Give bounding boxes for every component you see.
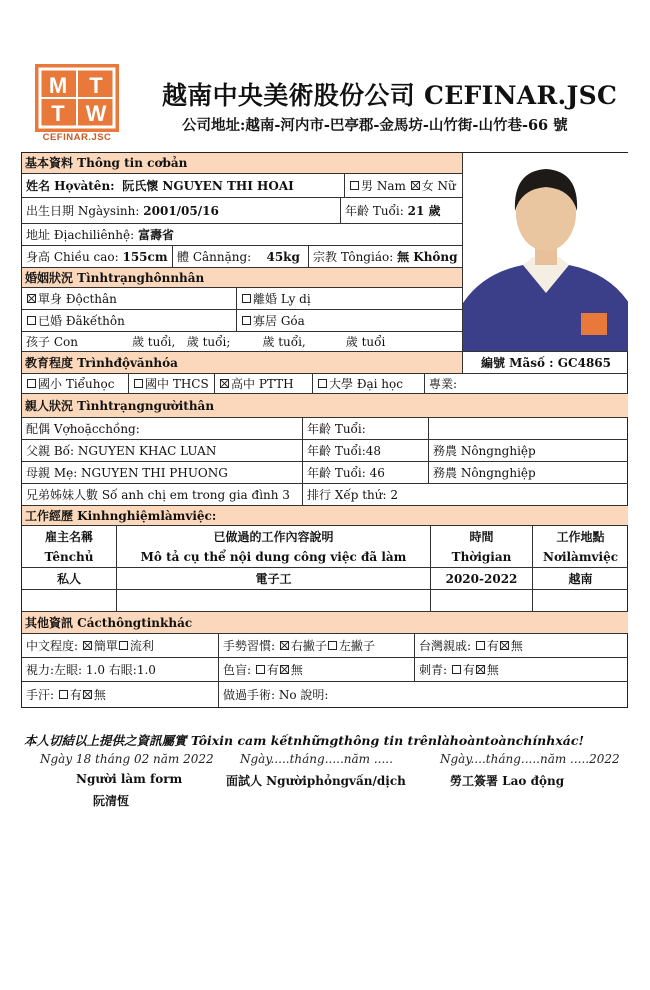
date-interviewer: Ngày.....tháng.....năm ..... [240, 752, 393, 766]
surgery-cell: 做過手術: No 說明: [218, 682, 628, 707]
col-desc-vi: Mô tả cụ thể nội dung công việc đã làm [140, 549, 407, 564]
colorblind-cell [218, 658, 414, 681]
work-empty-employer [22, 590, 116, 611]
major-cell [424, 374, 628, 393]
university-cell [312, 374, 424, 393]
tattoo-label: 刺青: [419, 663, 448, 677]
code-cell [462, 351, 628, 373]
birth-row [22, 197, 462, 223]
father-name: 父親 Bố: NGUYEN KHAC LUAN [26, 444, 217, 458]
checkbox-sweat-yes[interactable] [59, 690, 68, 699]
hand-label: 手勢習慣: [223, 639, 276, 653]
sweat-cell [22, 682, 218, 707]
name-value: 阮氏懷 NGUYEN THI HOAI [122, 179, 294, 193]
major-label: 專業: [429, 377, 458, 391]
checkbox-colorblind-yes[interactable] [256, 665, 265, 674]
checkbox-middle[interactable] [134, 379, 143, 388]
work-empty-time [430, 590, 532, 611]
date-worker: Ngày....tháng.....năm .....2022 [440, 752, 620, 766]
single-label: 單身 Độcthân [38, 292, 117, 306]
height-label: 身高 Chiều cao: [26, 250, 119, 264]
checkbox-colorblind-no[interactable] [280, 665, 289, 674]
work-row-1 [22, 567, 628, 589]
checkbox-left-hand[interactable] [328, 641, 337, 650]
checkbox-male[interactable] [350, 181, 359, 190]
gender-female-label: 女 Nữ [421, 179, 456, 193]
children-row [22, 331, 462, 351]
chinese-label: 中文程度: [26, 639, 79, 653]
work-empty-place [532, 590, 628, 611]
taiwan-cell [414, 634, 628, 657]
spouse-age: 年齡 Tuổi: [302, 418, 428, 439]
sibling-rank: 排行 Xếp thứ: 2 [302, 484, 628, 505]
checkbox-taiwan-yes[interactable] [476, 641, 485, 650]
education-row [22, 373, 628, 393]
checkbox-widowed[interactable] [242, 316, 251, 325]
logo-caption: CEFINAR.JSC [42, 132, 112, 143]
name-label: 姓名 Họvàtên: [26, 179, 115, 193]
gender-male-label: 男 Nam [361, 179, 406, 193]
religion-value: 無 Không [397, 250, 458, 264]
work-row-empty [22, 589, 628, 611]
checkbox-tattoo-yes[interactable] [452, 665, 461, 674]
chinese-cell [22, 634, 218, 657]
marital-row-1 [22, 287, 462, 309]
married-cell [22, 310, 236, 331]
col-place-zh: 工作地點 [556, 529, 605, 544]
spouse-row [22, 417, 628, 439]
birth-label: 出生日期 Ngàysinh: [26, 204, 140, 218]
other-row-2 [22, 657, 628, 681]
checkbox-sweat-no[interactable] [83, 690, 92, 699]
checkbox-high[interactable] [220, 379, 229, 388]
weight-label: 體 Cânnặng: [177, 250, 252, 264]
checkbox-right-hand[interactable] [280, 641, 289, 650]
logo-letter-4: W [85, 101, 107, 126]
hand-right-label: 右撇子 [290, 639, 327, 653]
work-time: 2020-2022 [430, 568, 532, 589]
sweat-yes-label: 有 [69, 688, 82, 702]
name-cell [22, 174, 344, 197]
logo-letter-2: T [89, 73, 103, 98]
section-family: 親人狀況 Tìnhtrạngngườithân [22, 393, 628, 417]
address-row [22, 223, 462, 245]
age-cell [340, 198, 462, 223]
section-marital: 婚姻狀況 Tìnhtrạnghônnhân [22, 267, 462, 287]
checkbox-chinese-simple[interactable] [83, 641, 92, 650]
name-row [22, 173, 462, 197]
vision-cell: 視力:左眼: 1.0 右眼:1.0 [26, 663, 156, 677]
middle-label: 國中 THCS [145, 377, 209, 391]
university-label: 大學 Đại học [329, 377, 403, 391]
children-cell [22, 332, 462, 351]
mother-row [22, 461, 628, 483]
col-place-vi: Nơilàmviệc [542, 549, 619, 564]
primary-cell [22, 374, 128, 393]
checkbox-female[interactable] [411, 181, 420, 190]
weight-cell [172, 246, 308, 267]
father-row [22, 439, 628, 461]
religion-label: 宗教 Tôngiáo: [313, 250, 394, 264]
chinese-simple-label: 簡單 [93, 639, 118, 653]
spouse-label: 配偶 Vợhoặcchồng: [26, 422, 140, 436]
col-employer-zh: 雇主名稱 [44, 529, 93, 544]
company-logo [35, 64, 119, 132]
other-row-1 [22, 633, 628, 657]
section-education: 教育程度 Trìnhđộvănhóa [22, 351, 462, 373]
tattoo-no-label: 無 [486, 663, 499, 677]
father-job: 務農 Nôngnghiệp [428, 440, 628, 461]
addr-label: 地址 Địachiliênhệ: [26, 228, 135, 242]
child-age-unit-1: 歲 tuổi, [131, 335, 176, 349]
section-basic: 基本資料 Thông tin cơbản [22, 153, 462, 173]
sweat-label: 手汗: [26, 688, 55, 702]
high-cell [214, 374, 312, 393]
col-desc [116, 526, 430, 567]
chinese-fluent-label: 流利 [129, 639, 154, 653]
middle-cell [128, 374, 214, 393]
father-age: 年齡 Tuổi:48 [302, 440, 428, 461]
height-value: 155cm [122, 249, 168, 264]
company-name: 越南中央美術股份公司 CEFINAR.JSC [162, 81, 618, 110]
colorblind-yes-label: 有 [266, 663, 279, 677]
siblings-row [22, 483, 628, 505]
checkbox-single[interactable] [27, 294, 36, 303]
married-label: 已婚 Đãkếthôn [38, 314, 125, 328]
birth-value: 2001/05/16 [143, 203, 219, 218]
spouse-job [428, 418, 628, 439]
divorced-cell [236, 288, 462, 309]
divorced-label: 離婚 Ly dị [253, 292, 311, 306]
col-employer-vi: Tênchủ [44, 549, 94, 564]
body-row [22, 245, 462, 267]
child-age-unit-3: 歲 tuổi, [262, 335, 306, 349]
work-employer: 私人 [56, 572, 81, 586]
colorblind-no-label: 無 [290, 663, 303, 677]
mother-age: 年齡 Tuổi: 46 [302, 462, 428, 483]
checkbox-tattoo-no[interactable] [476, 665, 485, 674]
logo-letter-3: T [51, 101, 65, 126]
logo-letter-1: M [48, 73, 68, 98]
age-label: 年齡 Tuổi: [345, 204, 404, 218]
work-place: 越南 [532, 568, 628, 589]
applicant-photo [462, 153, 628, 351]
signature-interviewer: 面試人 Ngườiphỏngvấn/dịch [226, 774, 406, 788]
checkbox-married[interactable] [27, 316, 36, 325]
code-inner [463, 352, 629, 373]
form-maker-name: 阮清恆 [93, 794, 130, 808]
weight-value: 45kg [266, 249, 300, 264]
section-work: 工作經歷 Kinhnghiệmlàmviệc: [22, 505, 628, 525]
mother-name: 母親 Mẹ: NGUYEN THI PHUONG [26, 466, 228, 480]
widowed-cell [236, 310, 462, 331]
declaration: 本人切結以上提供之資訊屬實 Tôixin cam kếtnhữngthông tin trênlàhoàntoànchínhxác! [24, 733, 584, 748]
addr-value: 富壽省 [138, 228, 175, 242]
children-label: 孩子 Con [26, 335, 78, 349]
checkbox-primary[interactable] [27, 379, 36, 388]
work-empty-desc [116, 590, 430, 611]
sweat-no-label: 無 [93, 688, 106, 702]
signature-worker: 勞工簽署 Lao động [450, 774, 565, 788]
section-other: 其他資訊 Cácthôngtinkhác [22, 611, 628, 633]
high-label: 高中 PTTH [231, 377, 294, 391]
code-value: GC4865 [557, 355, 611, 370]
taiwan-yes-label: 有 [486, 639, 499, 653]
height-cell [22, 246, 172, 267]
tattoo-cell [414, 658, 628, 681]
work-header-row [22, 525, 628, 567]
col-desc-zh: 已做過的工作內容說明 [213, 529, 334, 544]
company-address: 公司地址:越南-河内市-巴亭郡-金馬坊-山竹街-山竹巷-66 號 [182, 117, 568, 134]
col-employer [22, 526, 116, 567]
checkbox-chinese-fluent[interactable] [119, 641, 128, 650]
col-time-zh: 時間 [469, 529, 494, 544]
religion-cell [308, 246, 462, 267]
other-row-3 [22, 681, 628, 707]
widowed-label: 寡居 Góa [253, 314, 305, 328]
marital-row-2 [22, 309, 462, 331]
siblings-count: 兄弟姊妹人數 Số anh chị em trong gia đình 3 [26, 488, 290, 502]
addr-cell [22, 224, 462, 245]
work-desc: 電子工 [116, 568, 430, 589]
child-age-unit-4: 歲 tuổi [345, 335, 386, 349]
single-cell [22, 288, 236, 309]
tattoo-yes-label: 有 [462, 663, 475, 677]
col-time-vi: Thờigian [451, 549, 512, 564]
taiwan-no-label: 無 [510, 639, 523, 653]
taiwan-label: 台灣親戚: [419, 639, 472, 653]
hand-cell [218, 634, 414, 657]
date-form: Ngày 18 tháng 02 năm 2022 [40, 752, 214, 766]
birth-cell [22, 198, 340, 223]
col-place [532, 526, 628, 567]
signature-form-maker: Người làm form [76, 772, 183, 786]
colorblind-label: 色盲: [223, 663, 252, 677]
hand-left-label: 左撇子 [338, 639, 375, 653]
application-form [21, 152, 628, 708]
child-age-unit-2: 歲 tuổi; [186, 335, 231, 349]
code-label: 編號 Mãsố : [481, 356, 554, 370]
checkbox-taiwan-no[interactable] [500, 641, 509, 650]
mother-job: 務農 Nôngnghiệp [428, 462, 628, 483]
checkbox-university[interactable] [318, 379, 327, 388]
gender-cell [344, 174, 462, 197]
checkbox-divorced[interactable] [242, 294, 251, 303]
col-time [430, 526, 532, 567]
primary-label: 國小 Tiểuhọc [38, 377, 115, 391]
age-value: 21 歲 [407, 204, 441, 218]
